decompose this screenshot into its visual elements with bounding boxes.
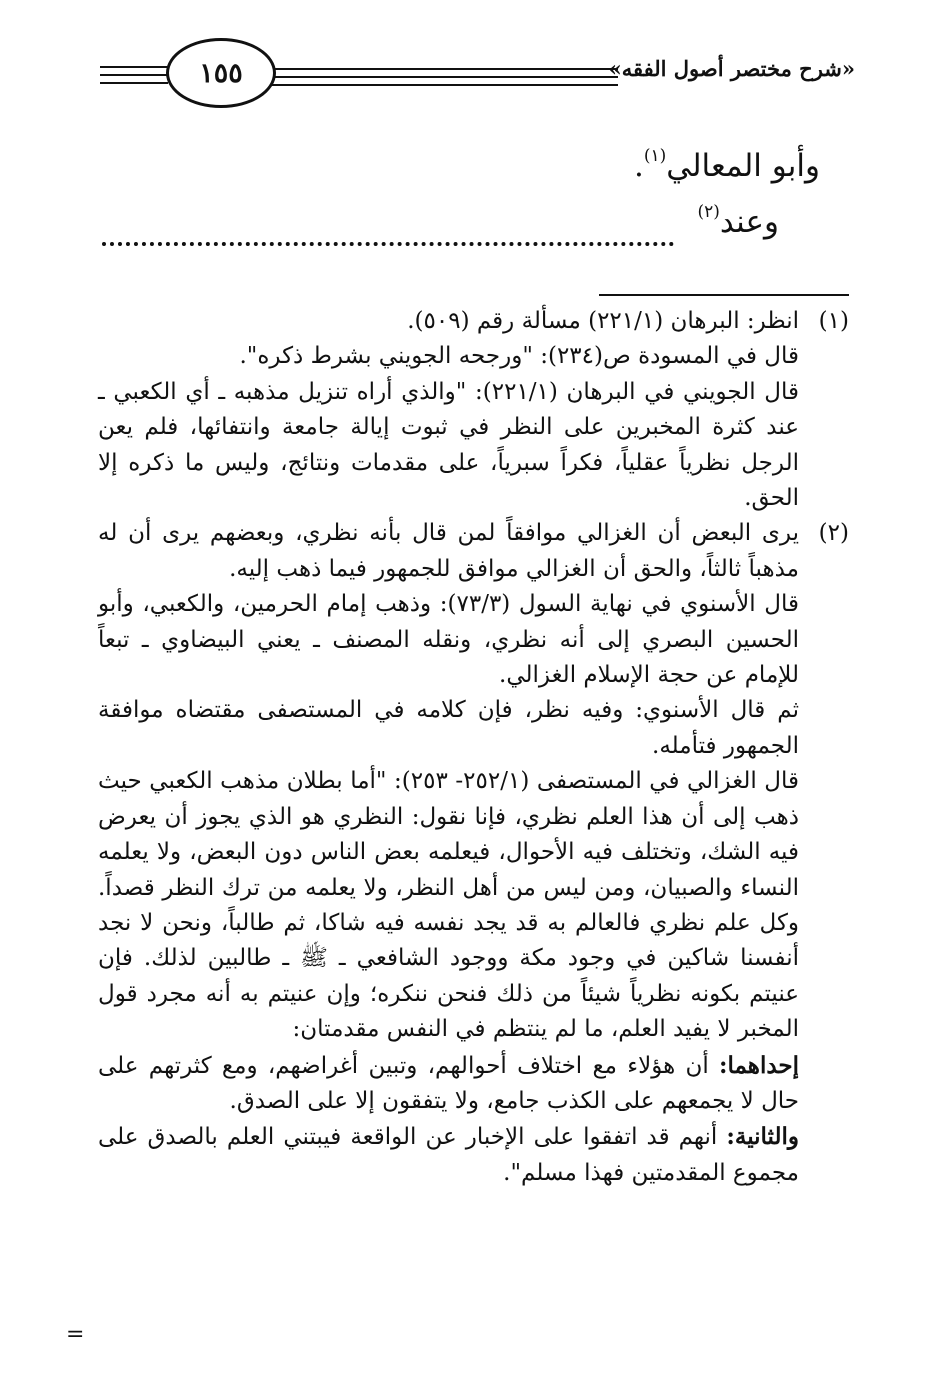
footnote-ref-1: (١) bbox=[643, 146, 667, 166]
main-text-line-2 bbox=[697, 202, 779, 240]
footnote-1-number: (١) bbox=[818, 308, 849, 334]
main-text-end: . bbox=[633, 148, 644, 184]
first-premise-label: إحداهما: bbox=[719, 1051, 800, 1079]
footnote-2-first-premise: إحداهما: أن هؤلاء مع اختلاف أحوالهم، وتبين أغراضهم، ومع كثرتهم على حال لا يجمعهم على الكذب جامع، ولا يتفقون إلا على الصدق. bbox=[98, 1051, 800, 1114]
footnote-2-para-2: قال الأسنوي في نهاية السول (٧٣/٣): وذهب إمام الحرمين، والكعبي، وأبو الحسين البصري إلى أنه نظري، ونقله المصنف ـ يعني البيضاوي ـ تبعاً للإمام عن حجة الإسلام الغزالي. bbox=[98, 591, 799, 689]
page-number-oval bbox=[166, 38, 276, 108]
footnote-separator bbox=[599, 294, 849, 296]
footnotes bbox=[98, 304, 849, 1191]
continuation-mark: = bbox=[66, 1322, 85, 1347]
running-header bbox=[100, 38, 855, 118]
footnote-1-para-3: قال الجويني في البرهان (٢٢١/١): "والذي أراه تنزيل مذهبه ـ أي الكعبي ـ عند كثرة المخبرين على النظر في ثبوت إيالة جامعة وانتفائها، فلم يعن الرجل نظرياً عقلياً، فكراً سبرياً، على مقدمات ونتائج، وليس ما ذكره إلا الحق. bbox=[98, 378, 799, 512]
header-rule-left-3 bbox=[100, 82, 168, 84]
footnote-2-para-4: قال الغزالي في المستصفى (٢٥٢/١- ٢٥٣): "أما بطلان مذهب الكعبي حيث ذهب إلى أن هذا العلم نظري، فإنا نقول: النظري هو الذي يجوز أن يعرض فيه الشك، وتختلف فيه الأحوال، فيعلمه بعض الناس دون البعض، ولا يعلمه النساء والصبيان، ومن ليس من أهل النظر، ولا يعلمه من ترك النظر قصداً. وكل علم نظري فالعالم به قد يجد نفسه فيه شاكا، ثم طالباً، ونحن لا نجد أنفسنا شاكين في وجود مكة ووجود الشافعي ـ ﷺ ـ طالبين لذلك. فإن عنيتم بكونه نظرياً شيئاً من ذلك فنحن ننكره؛ وإن عنيتم به أنه مجرد قول المخبر لا يفيد العلم، ما لم ينتظم في النفس مقدمتان: bbox=[98, 768, 799, 1043]
dotted-line bbox=[102, 228, 674, 246]
second-premise-label: والثانية: bbox=[726, 1123, 800, 1151]
footnote-2-number: (٢) bbox=[818, 520, 849, 547]
footnote-1-para-2: قال في المسودة ص(٢٣٤): "ورجحه الجويني بشرط ذكره". bbox=[239, 343, 799, 370]
footnote-2-para-3: ثم قال الأسنوي: وفيه نظر، فإن كلامه في المستصفى مقتضاه موافقة الجمهور فتأمله. bbox=[98, 697, 799, 759]
header-rule-middle-2 bbox=[272, 76, 618, 78]
main-text-2: وعند bbox=[719, 204, 779, 240]
header-rule-left bbox=[100, 66, 168, 68]
page-number: ١٥٥ bbox=[199, 57, 243, 89]
footnote-ref-2: (٢) bbox=[697, 202, 720, 222]
header-rule-middle bbox=[272, 68, 618, 70]
header-rule-left-2 bbox=[100, 74, 168, 76]
header-rule-middle-3 bbox=[272, 84, 618, 86]
book-title: «شرح مختصر أصول الفقه» bbox=[608, 56, 855, 81]
main-text-line-1 bbox=[634, 146, 820, 184]
main-text: وأبو المعالي bbox=[666, 148, 820, 184]
footnote-1-para-1: (١)انظر: البرهان (٢٢١/١) مسألة رقم (٥٠٩). bbox=[98, 304, 849, 339]
footnote-2-para-1: (٢)يرى البعض أن الغزالي موافقاً لمن قال بأنه نظري، وبعضهم يرى أن له مذهباً ثالثاً، والحق أن الغزالي موافق للجمهور فيما ذهب إليه. bbox=[98, 516, 849, 587]
footnote-2-second-premise: والثانية: أنهم قد اتفقوا على الإخبار عن الواقعة فيبتني العلم بالصدق على مجموع المقدمتين فهذا مسلم". bbox=[98, 1123, 800, 1186]
